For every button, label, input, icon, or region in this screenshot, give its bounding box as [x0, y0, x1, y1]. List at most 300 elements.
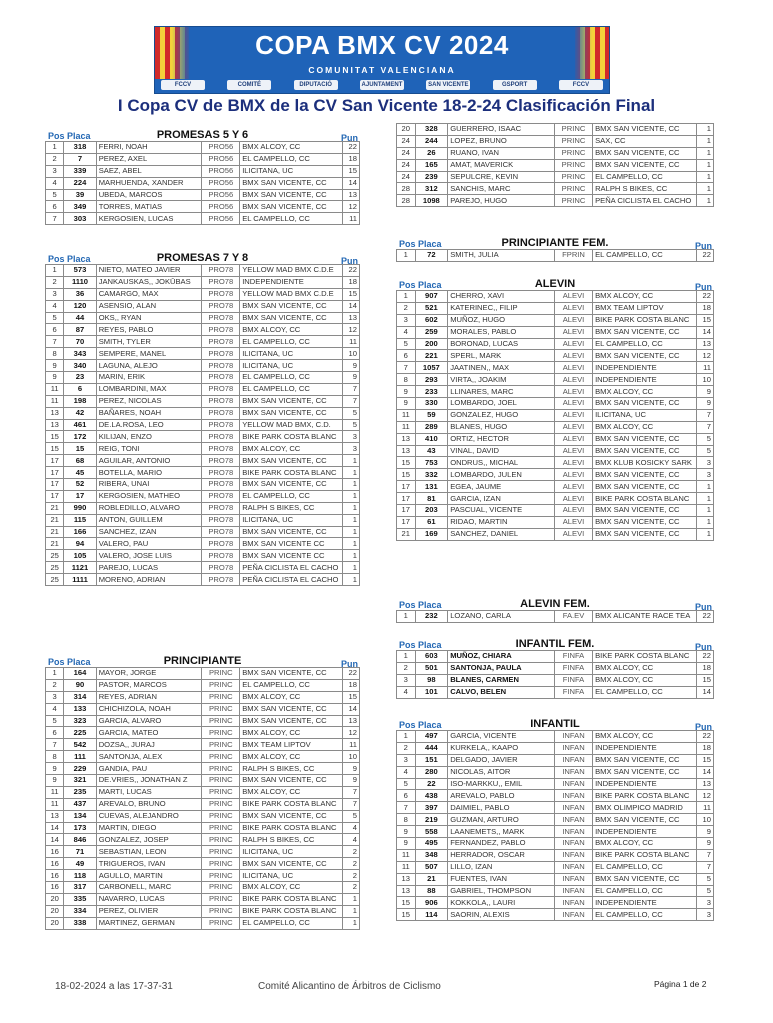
points-cell: 14	[696, 326, 713, 338]
plate-cell: 120	[64, 300, 96, 312]
sponsor-logo: GSPORT	[493, 80, 537, 90]
table-row	[46, 336, 360, 348]
club-cell: YELLOW MAD BMX C.D.E	[240, 265, 343, 277]
table-row	[46, 727, 360, 739]
club-cell: ILICITANA, UC	[240, 165, 343, 177]
rider-name-cell: MORENO, ADRIAN	[96, 574, 202, 586]
rider-name-cell: PAREJO, HUGO	[448, 195, 555, 207]
points-cell: 4	[342, 834, 359, 846]
points-cell: 10	[342, 348, 359, 360]
sponsor-logo: DIPUTACIÓ	[294, 80, 338, 90]
plate-cell: 349	[64, 201, 96, 213]
plate-cell: 846	[64, 834, 96, 846]
category-code-cell: FINFA	[554, 686, 592, 698]
plate-cell: 42	[64, 407, 96, 419]
category-block	[396, 123, 714, 207]
category-code-cell: ALEVI	[554, 505, 592, 517]
rider-name-cell: FERNANDEZ, PABLO	[448, 838, 555, 850]
position-cell: 5	[46, 312, 64, 324]
position-cell: 11	[397, 849, 416, 861]
position-cell: 7	[397, 362, 416, 374]
category-code-cell: ALEVI	[554, 528, 592, 540]
club-cell: BMX ALCOY, CC	[240, 324, 343, 336]
points-cell: 22	[342, 142, 359, 154]
club-cell: BMX SAN VICENTE, CC	[593, 326, 696, 338]
category-code-cell: PRINC	[202, 798, 240, 810]
club-cell: BMX SAN VICENTE, CC	[240, 395, 343, 407]
column-header-pun: Pun	[341, 659, 358, 669]
plate-cell: 323	[64, 715, 96, 727]
column-header-pun: Pun	[341, 256, 358, 266]
table-row	[397, 338, 714, 350]
club-cell: INDEPENDIENTE	[593, 742, 696, 754]
plate-cell: 151	[415, 754, 448, 766]
points-cell: 12	[342, 727, 359, 739]
table-row	[46, 751, 360, 763]
rider-name-cell: KILIJAN, ENZO	[96, 431, 202, 443]
table-row	[397, 528, 714, 540]
category-code-cell: PRO78	[202, 312, 240, 324]
column-header-pun: Pun	[695, 241, 712, 251]
club-cell: BMX ALCOY, CC	[593, 421, 696, 433]
rider-name-cell: SEPULCRE, KEVIN	[448, 171, 555, 183]
club-cell: BMX ALCOY, CC	[240, 443, 343, 455]
table-row	[397, 291, 714, 303]
position-cell: 21	[46, 526, 64, 538]
points-cell: 1	[696, 516, 713, 528]
category-code-cell: PRO78	[202, 288, 240, 300]
points-cell: 9	[342, 763, 359, 775]
plate-cell: 39	[64, 189, 96, 201]
points-cell: 7	[342, 383, 359, 395]
position-cell: 28	[397, 183, 416, 195]
rider-name-cell: JAATINEN,, MAX	[448, 362, 555, 374]
category-code-cell: PRO78	[202, 431, 240, 443]
plate-cell: 1121	[64, 562, 96, 574]
plate-cell: 497	[415, 731, 448, 743]
category-code-cell: ALEVI	[554, 302, 592, 314]
points-cell: 11	[342, 336, 359, 348]
category-header	[45, 250, 360, 264]
category-code-cell: PRINC	[554, 195, 592, 207]
rider-name-cell: GUZMAN, ARTURO	[448, 814, 555, 826]
table-row	[46, 574, 360, 586]
position-cell: 4	[397, 766, 416, 778]
points-cell: 7	[342, 395, 359, 407]
rider-name-cell: MARTINEZ, GERMAN	[96, 917, 202, 929]
category-code-cell: PRO56	[202, 201, 240, 213]
club-cell: BMX SAN VICENTE, CC	[240, 775, 343, 787]
points-cell: 12	[696, 350, 713, 362]
table-row	[397, 135, 714, 147]
plate-cell: 1098	[415, 195, 448, 207]
category-code-cell: PRO78	[202, 526, 240, 538]
points-cell: 18	[342, 276, 359, 288]
points-cell: 2	[342, 858, 359, 870]
rider-name-cell: ONDRUS,, MICHAL	[448, 457, 555, 469]
club-cell: BMX SAN VICENTE, CC	[593, 766, 696, 778]
points-cell: 7	[696, 409, 713, 421]
table-row	[397, 386, 714, 398]
rider-name-cell: BOTELLA, MARIO	[96, 467, 202, 479]
points-cell: 1	[342, 893, 359, 905]
category-code-cell: PRO78	[202, 538, 240, 550]
table-row	[397, 398, 714, 410]
club-cell: EL CAMPELLO, CC	[240, 383, 343, 395]
position-cell: 13	[397, 885, 416, 897]
plate-cell: 105	[64, 550, 96, 562]
rider-name-cell: LOMBARDO, JOEL	[448, 398, 555, 410]
plate-cell: 173	[64, 822, 96, 834]
plate-cell: 280	[415, 766, 448, 778]
category-code-cell: PRO78	[202, 348, 240, 360]
results-table	[396, 650, 714, 699]
category-code-cell: ALEVI	[554, 314, 592, 326]
position-cell: 17	[397, 505, 416, 517]
table-row	[397, 124, 714, 136]
club-cell: BMX SAN VICENTE, CC	[240, 455, 343, 467]
position-cell: 9	[397, 386, 416, 398]
plate-cell: 45	[64, 467, 96, 479]
category-code-cell: INFAN	[554, 873, 592, 885]
table-row	[397, 457, 714, 469]
plate-cell: 303	[64, 213, 96, 225]
table-row	[46, 550, 360, 562]
position-cell: 1	[397, 291, 416, 303]
table-row	[46, 372, 360, 384]
table-row	[397, 159, 714, 171]
table-row	[46, 786, 360, 798]
points-cell: 1	[696, 481, 713, 493]
category-code-cell: ALEVI	[554, 433, 592, 445]
table-row	[46, 467, 360, 479]
plate-cell: 335	[64, 893, 96, 905]
rider-name-cell: UBEDA, MARCOS	[96, 189, 202, 201]
category-code-cell: INFAN	[554, 742, 592, 754]
results-table	[396, 123, 714, 207]
points-cell: 9	[696, 838, 713, 850]
plate-cell: 542	[64, 739, 96, 751]
column-header-pos: Pos	[399, 640, 416, 650]
points-cell: 9	[342, 360, 359, 372]
position-cell: 17	[397, 516, 416, 528]
rider-name-cell: SAEZ, ABEL	[96, 165, 202, 177]
points-cell: 1	[696, 135, 713, 147]
plate-cell: 343	[64, 348, 96, 360]
category-code-cell: PRO78	[202, 407, 240, 419]
position-cell: 7	[46, 336, 64, 348]
position-cell: 9	[397, 826, 416, 838]
table-row	[397, 814, 714, 826]
table-row	[46, 798, 360, 810]
plate-cell: 348	[415, 849, 448, 861]
club-cell: BIKE PARK COSTA BLANC	[240, 893, 343, 905]
position-cell: 11	[46, 395, 64, 407]
points-cell: 18	[696, 662, 713, 674]
position-cell: 6	[46, 201, 64, 213]
club-cell: INDEPENDIENTE	[593, 897, 696, 909]
plate-cell: 318	[64, 142, 96, 154]
category-code-cell: PRO78	[202, 550, 240, 562]
category-code-cell: PRO78	[202, 395, 240, 407]
category-header	[45, 127, 360, 141]
footer-organization: Comité Alicantino de Árbitros de Ciclismo	[258, 981, 441, 992]
plate-cell: 17	[64, 490, 96, 502]
rider-name-cell: REYES, PABLO	[96, 324, 202, 336]
points-cell: 13	[342, 715, 359, 727]
rider-name-cell: NIETO, MATEO JAVIER	[96, 265, 202, 277]
category-code-cell: PRINC	[202, 846, 240, 858]
plate-cell: 235	[64, 786, 96, 798]
rider-name-cell: HERRADOR, OSCAR	[448, 849, 555, 861]
table-row	[397, 433, 714, 445]
position-cell: 7	[46, 739, 64, 751]
table-row	[397, 909, 714, 921]
plate-cell: 15	[64, 443, 96, 455]
plate-cell: 339	[64, 165, 96, 177]
category-code-cell: FPRIN	[554, 250, 592, 262]
category-code-cell: PRO56	[202, 142, 240, 154]
club-cell: INDEPENDIENTE	[593, 362, 696, 374]
table-row	[397, 742, 714, 754]
points-cell: 1	[696, 528, 713, 540]
points-cell: 10	[696, 374, 713, 386]
plate-cell: 317	[64, 882, 96, 894]
rider-name-cell: MUÑOZ, CHIARA	[448, 651, 555, 663]
category-title: ALEVIN	[534, 278, 576, 290]
points-cell: 4	[342, 822, 359, 834]
rider-name-cell: BAÑARES, NOAH	[96, 407, 202, 419]
plate-cell: 172	[64, 431, 96, 443]
points-cell: 11	[696, 362, 713, 374]
plate-cell: 198	[64, 395, 96, 407]
position-cell: 16	[46, 870, 64, 882]
club-cell: BMX TEAM LIPTOV	[240, 739, 343, 751]
club-cell: EL CAMPELLO, CC	[240, 213, 343, 225]
plate-cell: 225	[64, 727, 96, 739]
points-cell: 22	[696, 611, 713, 623]
position-cell: 1	[46, 265, 64, 277]
points-cell: 3	[342, 431, 359, 443]
rider-name-cell: LOMBARDINI, MAX	[96, 383, 202, 395]
table-row	[46, 177, 360, 189]
position-cell: 17	[46, 490, 64, 502]
position-cell: 20	[46, 905, 64, 917]
rider-name-cell: CALVO, BELEN	[448, 686, 555, 698]
position-cell: 14	[46, 834, 64, 846]
position-cell: 5	[397, 778, 416, 790]
position-cell: 4	[397, 686, 416, 698]
position-cell: 11	[46, 383, 64, 395]
points-cell: 12	[696, 790, 713, 802]
position-cell: 8	[46, 751, 64, 763]
club-cell: PEÑA CICLISTA EL CACHO	[240, 574, 343, 586]
column-header-pos: Pos	[399, 720, 416, 730]
rider-name-cell: PASCUAL, VICENTE	[448, 505, 555, 517]
points-cell: 1	[342, 526, 359, 538]
table-row	[397, 731, 714, 743]
club-cell: BMX SAN VICENTE, CC	[593, 481, 696, 493]
plate-cell: 52	[64, 479, 96, 491]
plate-cell: 1110	[64, 276, 96, 288]
table-row	[46, 775, 360, 787]
table-row	[46, 715, 360, 727]
table-row	[397, 195, 714, 207]
rider-name-cell: LILLO, IZAN	[448, 861, 555, 873]
table-row	[397, 861, 714, 873]
rider-name-cell: GANDIA, PAU	[96, 763, 202, 775]
position-cell: 13	[46, 810, 64, 822]
category-code-cell: PRINC	[554, 183, 592, 195]
category-code-cell: PRINC	[202, 858, 240, 870]
column-header-pos: Pos	[48, 657, 65, 667]
position-cell: 20	[46, 917, 64, 929]
rider-name-cell: DELGADO, JAVIER	[448, 754, 555, 766]
points-cell: 7	[696, 849, 713, 861]
category-code-cell: PRINC	[202, 763, 240, 775]
points-cell: 15	[696, 674, 713, 686]
table-row	[46, 538, 360, 550]
position-cell: 1	[46, 668, 64, 680]
table-row	[397, 611, 714, 623]
rider-name-cell: GARCIA, VICENTE	[448, 731, 555, 743]
points-cell: 1	[342, 502, 359, 514]
column-header-placa: Placa	[67, 131, 91, 141]
position-cell: 2	[46, 679, 64, 691]
position-cell: 20	[46, 893, 64, 905]
column-header-pun: Pun	[695, 282, 712, 292]
table-row	[397, 350, 714, 362]
table-row	[46, 300, 360, 312]
category-title: INFANTIL	[530, 718, 580, 730]
category-code-cell: ALEVI	[554, 291, 592, 303]
rider-name-cell: PEREZ, AXEL	[96, 153, 202, 165]
category-code-cell: PRINC	[202, 691, 240, 703]
rider-name-cell: MARTIN, DIEGO	[96, 822, 202, 834]
rider-name-cell: BORONAD, LUCAS	[448, 338, 555, 350]
points-cell: 10	[342, 751, 359, 763]
points-cell: 9	[696, 398, 713, 410]
points-cell: 14	[696, 766, 713, 778]
column-header-pos: Pos	[399, 280, 416, 290]
rider-name-cell: ORTIZ, HECTOR	[448, 433, 555, 445]
position-cell: 4	[397, 326, 416, 338]
position-cell: 21	[46, 502, 64, 514]
club-cell: BMX SAN VICENTE, CC	[593, 505, 696, 517]
position-cell: 9	[397, 838, 416, 850]
club-cell: BMX SAN VICENTE, CC	[240, 189, 343, 201]
rider-name-cell: DE.VRIES,, JONATHAN Z	[96, 775, 202, 787]
table-row	[397, 873, 714, 885]
plate-cell: 44	[64, 312, 96, 324]
plate-cell: 21	[415, 873, 448, 885]
points-cell: 1	[696, 195, 713, 207]
category-code-cell: ALEVI	[554, 362, 592, 374]
rider-name-cell: MUÑOZ, HUGO	[448, 314, 555, 326]
position-cell: 15	[397, 909, 416, 921]
category-block	[396, 636, 714, 699]
club-cell: EL CAMPELLO, CC	[593, 338, 696, 350]
points-cell: 5	[696, 433, 713, 445]
column-header-placa: Placa	[67, 657, 91, 667]
position-cell: 16	[46, 882, 64, 894]
position-cell: 3	[46, 691, 64, 703]
rider-name-cell: TRIGUEROS, IVAN	[96, 858, 202, 870]
points-cell: 22	[342, 265, 359, 277]
table-row	[397, 686, 714, 698]
table-row	[46, 431, 360, 443]
position-cell: 5	[397, 338, 416, 350]
plate-cell: 507	[415, 861, 448, 873]
position-cell: 15	[397, 469, 416, 481]
points-cell: 10	[696, 814, 713, 826]
points-cell: 2	[342, 870, 359, 882]
table-row	[46, 703, 360, 715]
column-header-pun: Pun	[341, 133, 358, 143]
table-row	[397, 493, 714, 505]
club-cell: BIKE PARK COSTA BLANC	[593, 314, 696, 326]
points-cell: 5	[342, 810, 359, 822]
position-cell: 17	[46, 479, 64, 491]
rider-name-cell: KOKKOLA,, LAURI	[448, 897, 555, 909]
position-cell: 3	[397, 314, 416, 326]
rider-name-cell: PEREZ, NICOLAS	[96, 395, 202, 407]
category-code-cell: INFAN	[554, 814, 592, 826]
category-code-cell: PRO78	[202, 360, 240, 372]
points-cell: 1	[342, 490, 359, 502]
rider-name-cell: GARCIA, ALVARO	[96, 715, 202, 727]
category-code-cell: PRO78	[202, 443, 240, 455]
rider-name-cell: VALERO, PAU	[96, 538, 202, 550]
column-header-placa: Placa	[418, 600, 442, 610]
position-cell: 9	[46, 372, 64, 384]
position-cell: 7	[397, 802, 416, 814]
category-header	[45, 653, 360, 667]
rider-name-cell: KATERINEC,, FILIP	[448, 302, 555, 314]
position-cell: 11	[397, 421, 416, 433]
category-code-cell: PRINC	[554, 171, 592, 183]
points-cell: 9	[342, 372, 359, 384]
table-row	[46, 455, 360, 467]
table-row	[397, 302, 714, 314]
table-row	[46, 479, 360, 491]
club-cell: EL CAMPELLO, CC	[593, 171, 696, 183]
club-cell: PEÑA CICLISTA EL CACHO	[593, 195, 696, 207]
category-code-cell: PRINC	[202, 834, 240, 846]
table-row	[397, 897, 714, 909]
table-row	[397, 778, 714, 790]
position-cell: 20	[397, 124, 416, 136]
table-row	[46, 324, 360, 336]
category-code-cell: INFAN	[554, 838, 592, 850]
position-cell: 24	[397, 135, 416, 147]
position-cell: 2	[397, 302, 416, 314]
category-title: PRINCIPIANTE	[163, 655, 242, 667]
table-row	[46, 419, 360, 431]
table-row	[46, 763, 360, 775]
club-cell: BMX ALCOY, CC	[240, 691, 343, 703]
table-row	[46, 870, 360, 882]
rider-name-cell: CHERRO, XAVI	[448, 291, 555, 303]
points-cell: 1	[342, 562, 359, 574]
rider-name-cell: PEREZ, OLIVIER	[96, 905, 202, 917]
results-table	[45, 264, 360, 586]
table-row	[46, 276, 360, 288]
table-row	[46, 846, 360, 858]
plate-cell: 233	[415, 386, 448, 398]
rider-name-cell: BLANES, HUGO	[448, 421, 555, 433]
rider-name-cell: GABRIEL, THOMPSON	[448, 885, 555, 897]
